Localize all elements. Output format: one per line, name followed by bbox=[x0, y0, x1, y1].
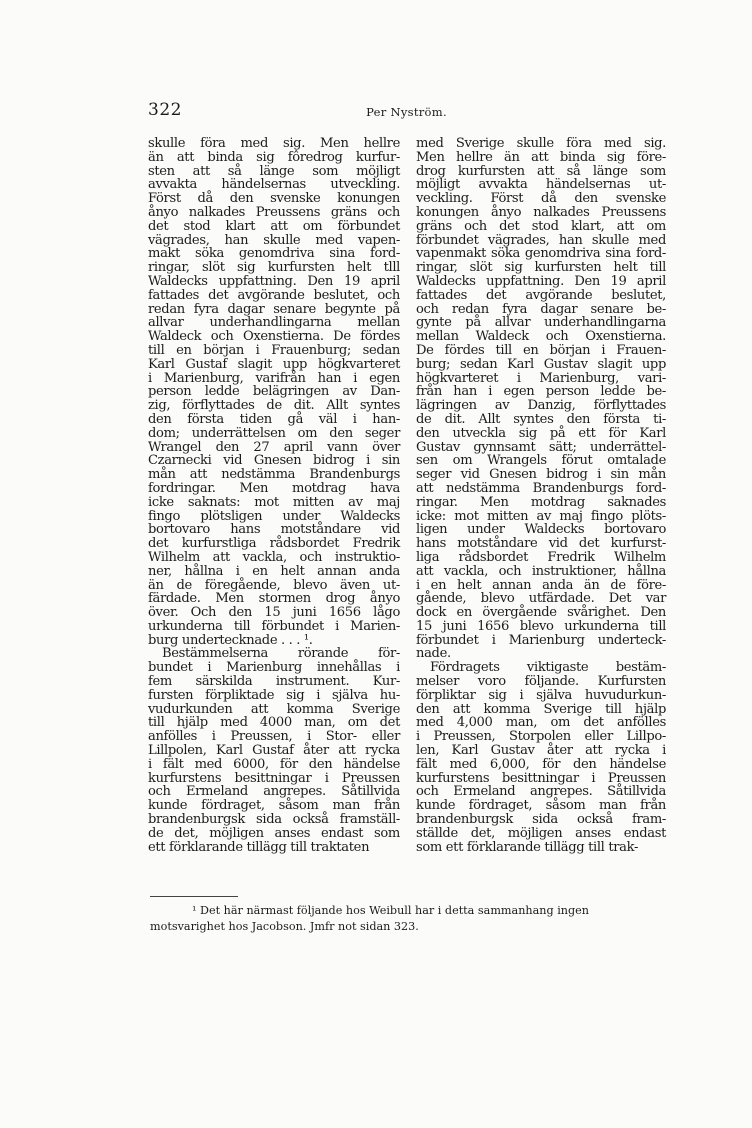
text-line: mellan Waldeck och Oxenstierna. bbox=[416, 329, 666, 345]
text-line: det stod klart att om förbundet bbox=[148, 218, 400, 234]
text-line: Men hellre än att binda sig före- bbox=[416, 149, 666, 165]
text-line: i en helt annan anda än de före- bbox=[416, 577, 666, 593]
text-line: urkunderna till förbundet i Marien- bbox=[148, 618, 400, 634]
text-line: i Preussen, Storpolen eller Lillpo- bbox=[416, 729, 666, 745]
text-line: konungen ånyo nalkades Preussens bbox=[416, 204, 666, 220]
text-line: och Ermeland angrepes. Såtillvida bbox=[148, 784, 400, 800]
text-line: med 4,000 man, om det anfölles bbox=[416, 715, 666, 731]
text-line: len, Karl Gustav åter att rycka i bbox=[416, 743, 666, 759]
text-line: kunde fördraget, såsom man från bbox=[416, 798, 666, 814]
left-text-column bbox=[148, 137, 400, 854]
text-line: över. Och den 15 juni 1656 lågo bbox=[148, 605, 400, 621]
text-line: de dit. Allt syntes den första ti- bbox=[416, 411, 666, 427]
text-line: brandenburgsk sida också fram- bbox=[416, 812, 666, 828]
text-line: att vackla, och instruktioner, hållna bbox=[416, 563, 666, 579]
text-line: bundet i Marienburg innehållas i bbox=[148, 660, 400, 676]
text-line: zig, förflyttades de dit. Allt syntes bbox=[148, 398, 400, 414]
text-line: den första tiden gå väl i han- bbox=[148, 411, 400, 427]
text-line: burg undertecknade . . . ¹. bbox=[148, 632, 313, 648]
text-line: vapenmakt söka genomdriva sina ford- bbox=[416, 246, 666, 262]
text-line: seger vid Gnesen bidrog i sin mån bbox=[416, 467, 666, 483]
text-line: fingo plötsligen under Waldecks bbox=[148, 508, 400, 524]
text-line: Waldeck och Oxenstierna. De fördes bbox=[148, 329, 400, 345]
text-line: kurfurstens besittningar i Preussen bbox=[148, 770, 400, 786]
text-line: avvakta händelsernas utveckling. bbox=[148, 177, 400, 193]
text-line: förbundet vägrades, han skulle med bbox=[416, 232, 666, 248]
text-line: fält med 6,000, för den händelse bbox=[416, 756, 666, 772]
text-line: ringar. Men motdrag saknades bbox=[416, 494, 666, 510]
text-line: ett förklarande tillägg till traktaten bbox=[148, 839, 370, 855]
text-line: Bestämmelserna rörande för- bbox=[162, 646, 400, 662]
text-line: melser voro följande. Kurfursten bbox=[416, 674, 666, 690]
text-line: kunde fördraget, såsom man från bbox=[148, 798, 400, 814]
text-line: nade. bbox=[416, 646, 451, 662]
text-line: fattades det avgörande beslutet, bbox=[416, 287, 666, 303]
text-line: ånyo nalkades Preussens gräns och bbox=[148, 204, 400, 220]
text-line: ringar, slöt sig kurfursten helt tlll bbox=[148, 260, 400, 276]
text-line: vägrades, han skulle med vapen- bbox=[148, 232, 400, 248]
text-line: i Marienburg, varifrån han i egen bbox=[148, 370, 400, 386]
text-line: förbundet i Marienburg underteck- bbox=[416, 632, 666, 648]
text-line: drog kurfursten att så länge som bbox=[416, 163, 666, 179]
text-line: i fält med 6000, för den händelse bbox=[148, 756, 400, 772]
text-line: det kurfurstliga rådsbordet Fredrik bbox=[148, 536, 400, 552]
text-line: förpliktar sig i själva huvudurkun- bbox=[416, 687, 666, 703]
text-line: anfölles i Preussen, i Stor- eller bbox=[148, 729, 400, 745]
text-line: kurfurstens besittningar i Preussen bbox=[416, 770, 666, 786]
text-line: att nedstämma Brandenburgs ford- bbox=[416, 480, 666, 496]
text-line: icke saknats: mot mitten av maj bbox=[148, 494, 400, 510]
text-line: fattades det avgörande beslutet, och bbox=[148, 287, 400, 303]
text-line: ner, hållna i en helt annan anda bbox=[148, 563, 400, 579]
footnote-separator bbox=[150, 896, 238, 897]
text-line: 15 juni 1656 blevo urkunderna till bbox=[416, 618, 666, 634]
text-line: liga rådsbordet Fredrik Wilhelm bbox=[416, 549, 666, 565]
text-line: den utveckla sig på ett för Karl bbox=[416, 425, 666, 441]
text-line: makt söka genomdriva sina ford- bbox=[148, 246, 400, 262]
text-line: lägringen av Danzig, förflyttades bbox=[416, 398, 666, 414]
text-line: gräns och det stod klart, att om bbox=[416, 218, 666, 234]
text-line: gynte på allvar underhandlingarna bbox=[416, 315, 666, 331]
text-line: Först då den svenske konungen bbox=[148, 191, 400, 207]
running-title: Per Nyström. bbox=[366, 105, 447, 119]
text-line: icke: mot mitten av maj fingo plöts- bbox=[416, 508, 666, 524]
text-line: burg; sedan Karl Gustav slagit upp bbox=[416, 356, 666, 372]
text-line: mån att nedstämma Brandenburgs bbox=[148, 467, 400, 483]
text-line: Fördragets viktigaste bestäm- bbox=[430, 660, 666, 676]
text-line: med Sverige skulle föra med sig. bbox=[416, 136, 666, 151]
text-line: högkvarteret i Marienburg, vari- bbox=[416, 370, 666, 386]
text-line: möjligt avvakta händelsernas ut- bbox=[416, 177, 666, 193]
right-text-column bbox=[416, 137, 666, 854]
text-line: hans motståndare vid det kurfurst- bbox=[416, 536, 666, 552]
text-line: färdade. Men stormen drog ånyo bbox=[148, 591, 400, 607]
text-line: bortovaro hans motståndare vid bbox=[148, 522, 400, 538]
text-line: fursten förpliktade sig i själva hu- bbox=[148, 687, 400, 703]
text-line: ställde det, möjligen anses endast bbox=[416, 825, 666, 841]
text-line: de det, möjligen anses endast som bbox=[148, 825, 400, 841]
text-line: Lillpolen, Karl Gustaf åter att rycka bbox=[148, 743, 400, 759]
footnote-line: ¹ Det här närmast följande hos Weibull har i detta sammanhang ingen bbox=[192, 904, 589, 917]
text-line: dock en övergående svårighet. Den bbox=[416, 605, 666, 621]
text-line: De fördes till en början i Frauen- bbox=[416, 342, 666, 358]
text-line: till hjälp med 4000 man, om det bbox=[148, 715, 400, 731]
text-line: veckling. Först då den svenske bbox=[416, 191, 666, 207]
text-line: sten att så länge som möjligt bbox=[148, 163, 400, 179]
text-line: ringar, slöt sig kurfursten helt till bbox=[416, 260, 666, 276]
footnote-line: motsvarighet hos Jacobson. Jmfr not sidan 323. bbox=[150, 920, 419, 933]
text-line: den att komma Sverige till hjälp bbox=[416, 701, 666, 717]
text-line: än de föregående, blevo även ut- bbox=[148, 577, 400, 593]
text-line: Karl Gustaf slagit upp högkvarteret bbox=[148, 356, 400, 372]
text-line: brandenburgsk sida också framställ- bbox=[148, 812, 400, 828]
page-number: 322 bbox=[148, 100, 182, 120]
text-line: redan fyra dagar senare begynte på bbox=[148, 301, 400, 317]
text-line: Gustav gynnsamt sätt; underrättel- bbox=[416, 439, 666, 455]
text-line: Waldecks uppfattning. Den 19 april bbox=[148, 273, 400, 289]
text-line: Wrangel den 27 april vann över bbox=[148, 439, 400, 455]
footnote bbox=[150, 903, 666, 935]
text-line: fordringar. Men motdrag hava bbox=[148, 480, 400, 496]
text-line: Waldecks uppfattning. Den 19 april bbox=[416, 273, 666, 289]
text-line: än att binda sig fôredrog kurfur- bbox=[148, 149, 400, 165]
text-line: Wilhelm att vackla, och instruktio- bbox=[148, 549, 400, 565]
text-line: till en början i Frauenburg; sedan bbox=[148, 342, 400, 358]
text-line: från han i egen person ledde be- bbox=[416, 384, 666, 400]
text-line: fem särskilda instrument. Kur- bbox=[148, 674, 400, 690]
text-line: skulle föra med sig. Men hellre bbox=[148, 136, 400, 151]
text-line: gående, blevo utfärdade. Det var bbox=[416, 591, 666, 607]
text-line: dom; underrättelsen om den seger bbox=[148, 425, 400, 441]
text-line: och redan fyra dagar senare be- bbox=[416, 301, 666, 317]
text-line: allvar underhandlingarna mellan bbox=[148, 315, 400, 331]
text-line: sen om Wrangels förut omtalade bbox=[416, 453, 666, 469]
text-line: Czarnecki vid Gnesen bidrog i sin bbox=[148, 453, 400, 469]
text-line: vudurkunden att komma Sverige bbox=[148, 701, 400, 717]
page-header bbox=[148, 100, 665, 124]
text-line: och Ermeland angrepes. Såtillvida bbox=[416, 784, 666, 800]
text-line: person ledde belägringen av Dan- bbox=[148, 384, 400, 400]
text-line: som ett förklarande tillägg till trak- bbox=[416, 839, 639, 855]
text-line: ligen under Waldecks bortovaro bbox=[416, 522, 666, 538]
